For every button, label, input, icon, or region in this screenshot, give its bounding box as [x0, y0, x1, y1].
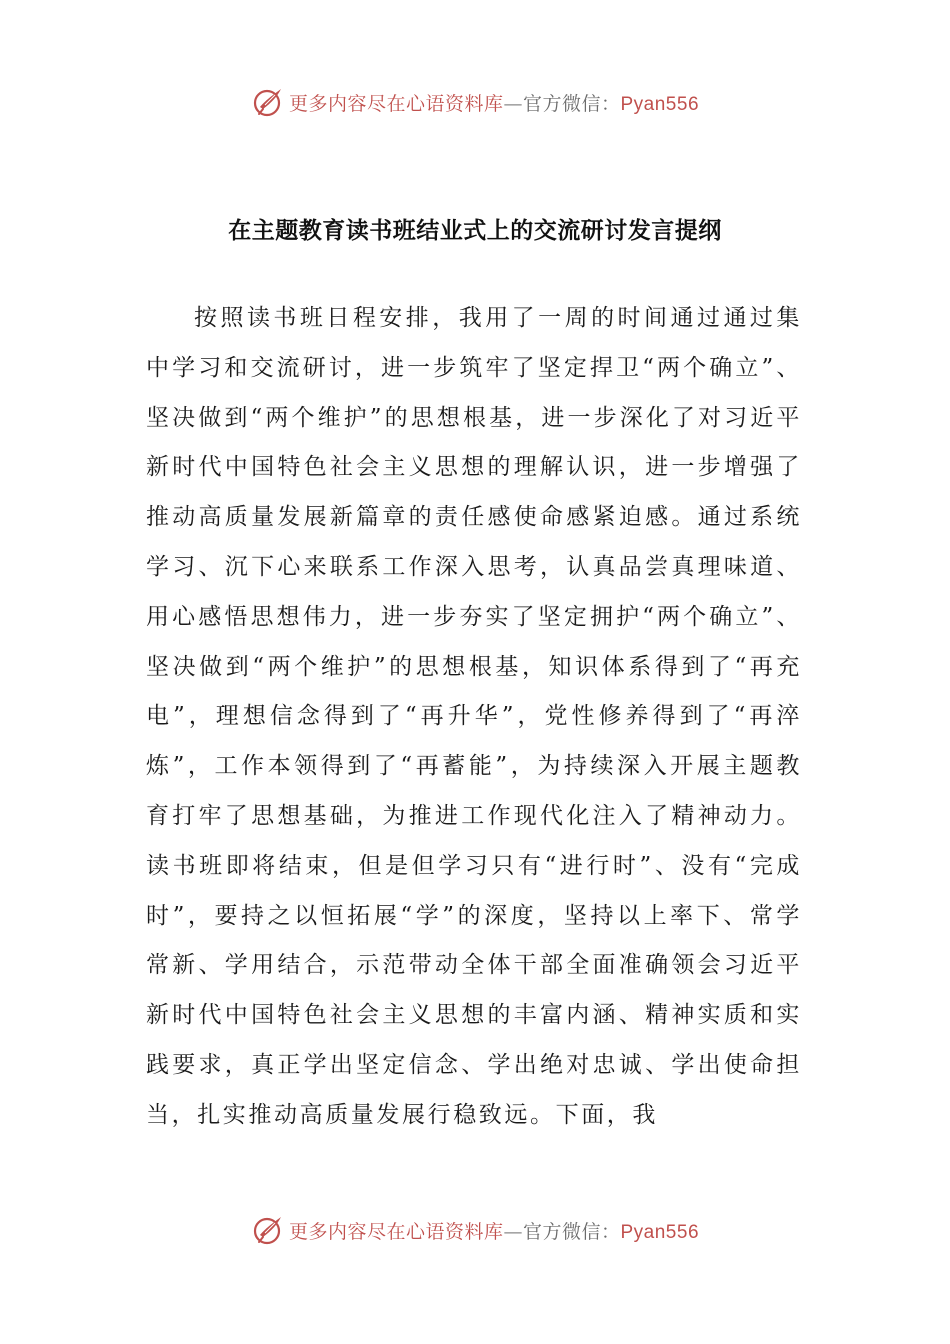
- site-name: 更多内容尽在心语资料库: [288, 92, 504, 115]
- wechat-label: 官方微信：: [522, 1220, 621, 1243]
- banner-text: [289, 89, 699, 116]
- site-name: 更多内容尽在心语资料库: [288, 1220, 504, 1243]
- quill-pen-logo-icon: [251, 85, 285, 119]
- document-paragraph: 按照读书班日程安排，我用了一周的时间通过通过集中学习和交流研讨，进一步筑牢了坚定捍卫“两个确立”、坚决做到“两个维护”的思想根基，进一步深化了对习近平新时代中国特色社会主义思想的理解认识，进一步增强了推动高质量发展新篇章的责任感使命感紧迫感。通过系统学习、沉下心来联系工作深入思考，认真品尝真理味道、用心感悟思想伟力，进一步夯实了坚定拥护“两个确立”、坚决做到“两个维护”的思想根基，知识体系得到了“再充电”，理想信念得到了“再升华”，党性修养得到了“再淬炼”，工作本领得到了“再蓄能”，为持续深入开展主题教育打牢了思想基础，为推进工作现代化注入了精神动力。读书班即将结束，但是但学习只有“进行时”、没有“完成时”，要持之以恒拓展“学”的深度，坚持以上率下、常学常新、学用结合，示范带动全体干部全面准确领会习近平新时代中国特色社会主义思想的丰富内涵、精神实质和实践要求，真正学出坚定信念、学出绝对忠诚、学出使命担当，扎实推动高质量发展行稳致远。下面，我: [146, 305, 802, 1128]
- footer-watermark-banner: [0, 1208, 950, 1252]
- banner-separator: —: [503, 1220, 523, 1243]
- wechat-id: Pyan556: [620, 93, 700, 115]
- banner-text: [289, 1217, 699, 1244]
- wechat-label: 官方微信：: [522, 92, 621, 115]
- wechat-id: Pyan556: [620, 1221, 700, 1243]
- header-watermark-banner: [0, 80, 950, 124]
- document-title: 在主题教育读书班结业式上的交流研讨发言提纲: [228, 218, 722, 244]
- banner-separator: —: [503, 92, 523, 115]
- quill-pen-logo-icon: [251, 1213, 285, 1247]
